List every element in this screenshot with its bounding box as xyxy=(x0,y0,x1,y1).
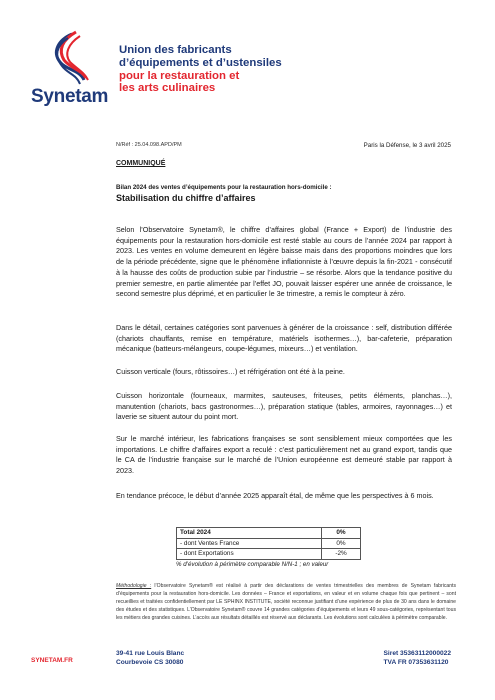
document-type-label: COMMUNIQUÉ xyxy=(116,160,166,167)
place-and-date: Paris la Défense, le 3 avril 2025 xyxy=(363,142,451,149)
methodology-note xyxy=(116,582,456,622)
organization-name xyxy=(119,44,282,95)
table-cell-value: -2% xyxy=(322,549,361,560)
table-cell-label: - dont Ventes France xyxy=(177,538,322,549)
body-paragraph-1: Selon l’Observatoire Synetam®, le chiffre d’affaires global (France + Export) de l’industrie des équipements pour la restauration hors-domicile est resté stable au cours de l’année 2024 par rapport à 2023. Les ventes en volume demeurent en légère baisse mais dans des proportions moindres que lors de la période précédente, signe que le phénomène inflationniste à l’œuvre depuis la fin-2021 - consécutif à la hausse des coûts de production subie par l’industrie – se résorbe. Alors que la tendance positive du premier semestre, en partie alimentée par l’effet JO, pouvait laisser espérer une année de croissance, le second semestre plus déprimé, et en particulier le 3e trimestre, a remis le compteur à zéro. xyxy=(116,225,452,299)
table-cell-label: Total 2024 xyxy=(177,528,322,539)
table-cell-value: 0% xyxy=(322,538,361,549)
table-row xyxy=(177,538,361,549)
table-row xyxy=(177,549,361,560)
subheading: Bilan 2024 des ventes d’équipements pour la restauration hors-domicile : xyxy=(116,184,332,191)
org-name-line-4: les arts culinaires xyxy=(119,82,216,95)
headline: Stabilisation du chiffre d’affaires xyxy=(116,193,256,203)
table-row xyxy=(177,528,361,539)
siret-number: Siret 35363112000022 xyxy=(383,650,451,657)
body-paragraph-5: Sur le marché intérieur, les fabrications françaises se sont sensiblement mieux comportées que les importations. Le chiffre d’affaires export a reculé : c’est particulièrement net au grand export, tandis que le CA de l’industrie française sur le marché de l’Union européenne est demeuré stable par rapport à 2023. xyxy=(116,434,452,476)
footer-company-ids xyxy=(384,650,451,667)
table-note: % d’évolution à périmètre comparable N/N-1 ; en valeur xyxy=(176,561,329,568)
footer-address xyxy=(116,650,184,667)
address-line-1: 39-41 rue Louis Blanc xyxy=(116,650,185,657)
body-paragraph-6: En tendance précoce, le début d’année 2025 apparaît étal, de même que les perspectives à 6 mois. xyxy=(116,491,434,500)
methodology-label: Méthodologie : xyxy=(116,583,152,589)
tva-number: TVA FR 07353631120 xyxy=(383,658,449,666)
body-paragraph-2: Dans le détail, certaines catégories sont parvenues à générer de la croissance : self, distribution différée (chariots chauffants, remise en température, matériels isothermes…), bar-cafeterie, préparation mécanique (batteurs-mélangeurs, coupe-légumes, mixeurs…) et ventilation. xyxy=(116,323,452,354)
address-line-2: Courbevoie CS 30080 xyxy=(116,658,184,666)
summary-table xyxy=(176,527,361,560)
body-paragraph-4: Cuisson horizontale (fourneaux, marmites, sauteuses, friteuses, petits éléments, planchas…), manutention (chariots, bacs gastronormes…), préparation statique (tables, armoires, rayonnages…) et laverie se situent autour du point mort. xyxy=(116,391,452,422)
table-cell-label: - dont Exportations xyxy=(177,549,322,560)
reference-number: N/Réf : 25.04.098.APD/PM xyxy=(116,142,182,148)
org-name-line-2: d’équipements et d’ustensiles xyxy=(119,56,282,69)
org-name-line-1: Union des fabricants xyxy=(119,44,232,56)
table-cell-value: 0% xyxy=(322,528,361,539)
synetam-logo-mark-icon xyxy=(50,30,90,86)
body-paragraph-3: Cuisson verticale (fours, rôtissoires…) et réfrigération ont été à la peine. xyxy=(116,367,345,376)
website-link[interactable]: SYNETAM.FR xyxy=(31,657,73,664)
org-name-line-3: pour la restauration et xyxy=(119,69,240,82)
synetam-logo-text: Synetam xyxy=(31,86,109,107)
methodology-text: l’Observatoire Synetam® est réalisé à partir des déclarations de ventes trimestrielles des membres de Synetam fabricants d’équipements pour la restauration hors-domicile. Les données – France et exportations, en valeur et en volume chaque fois que pertinent – sont recueillies et traitées confidentiellement par LE SPHINX INSTITUTE, société reconnue justifiant d’une expérience de plus de 30 ans dans le domaine des études et des statistiques. L’Observatoire Synetam® couvre 14 grandes catégories d’équipements et leurs 49 sous-catégories, représentant tous les métiers des grandes cuisines. L’accès aux résultats détaillés est réservé aux déclarants. Les évolutions sont calculées à périmètre comparable. xyxy=(116,583,457,621)
